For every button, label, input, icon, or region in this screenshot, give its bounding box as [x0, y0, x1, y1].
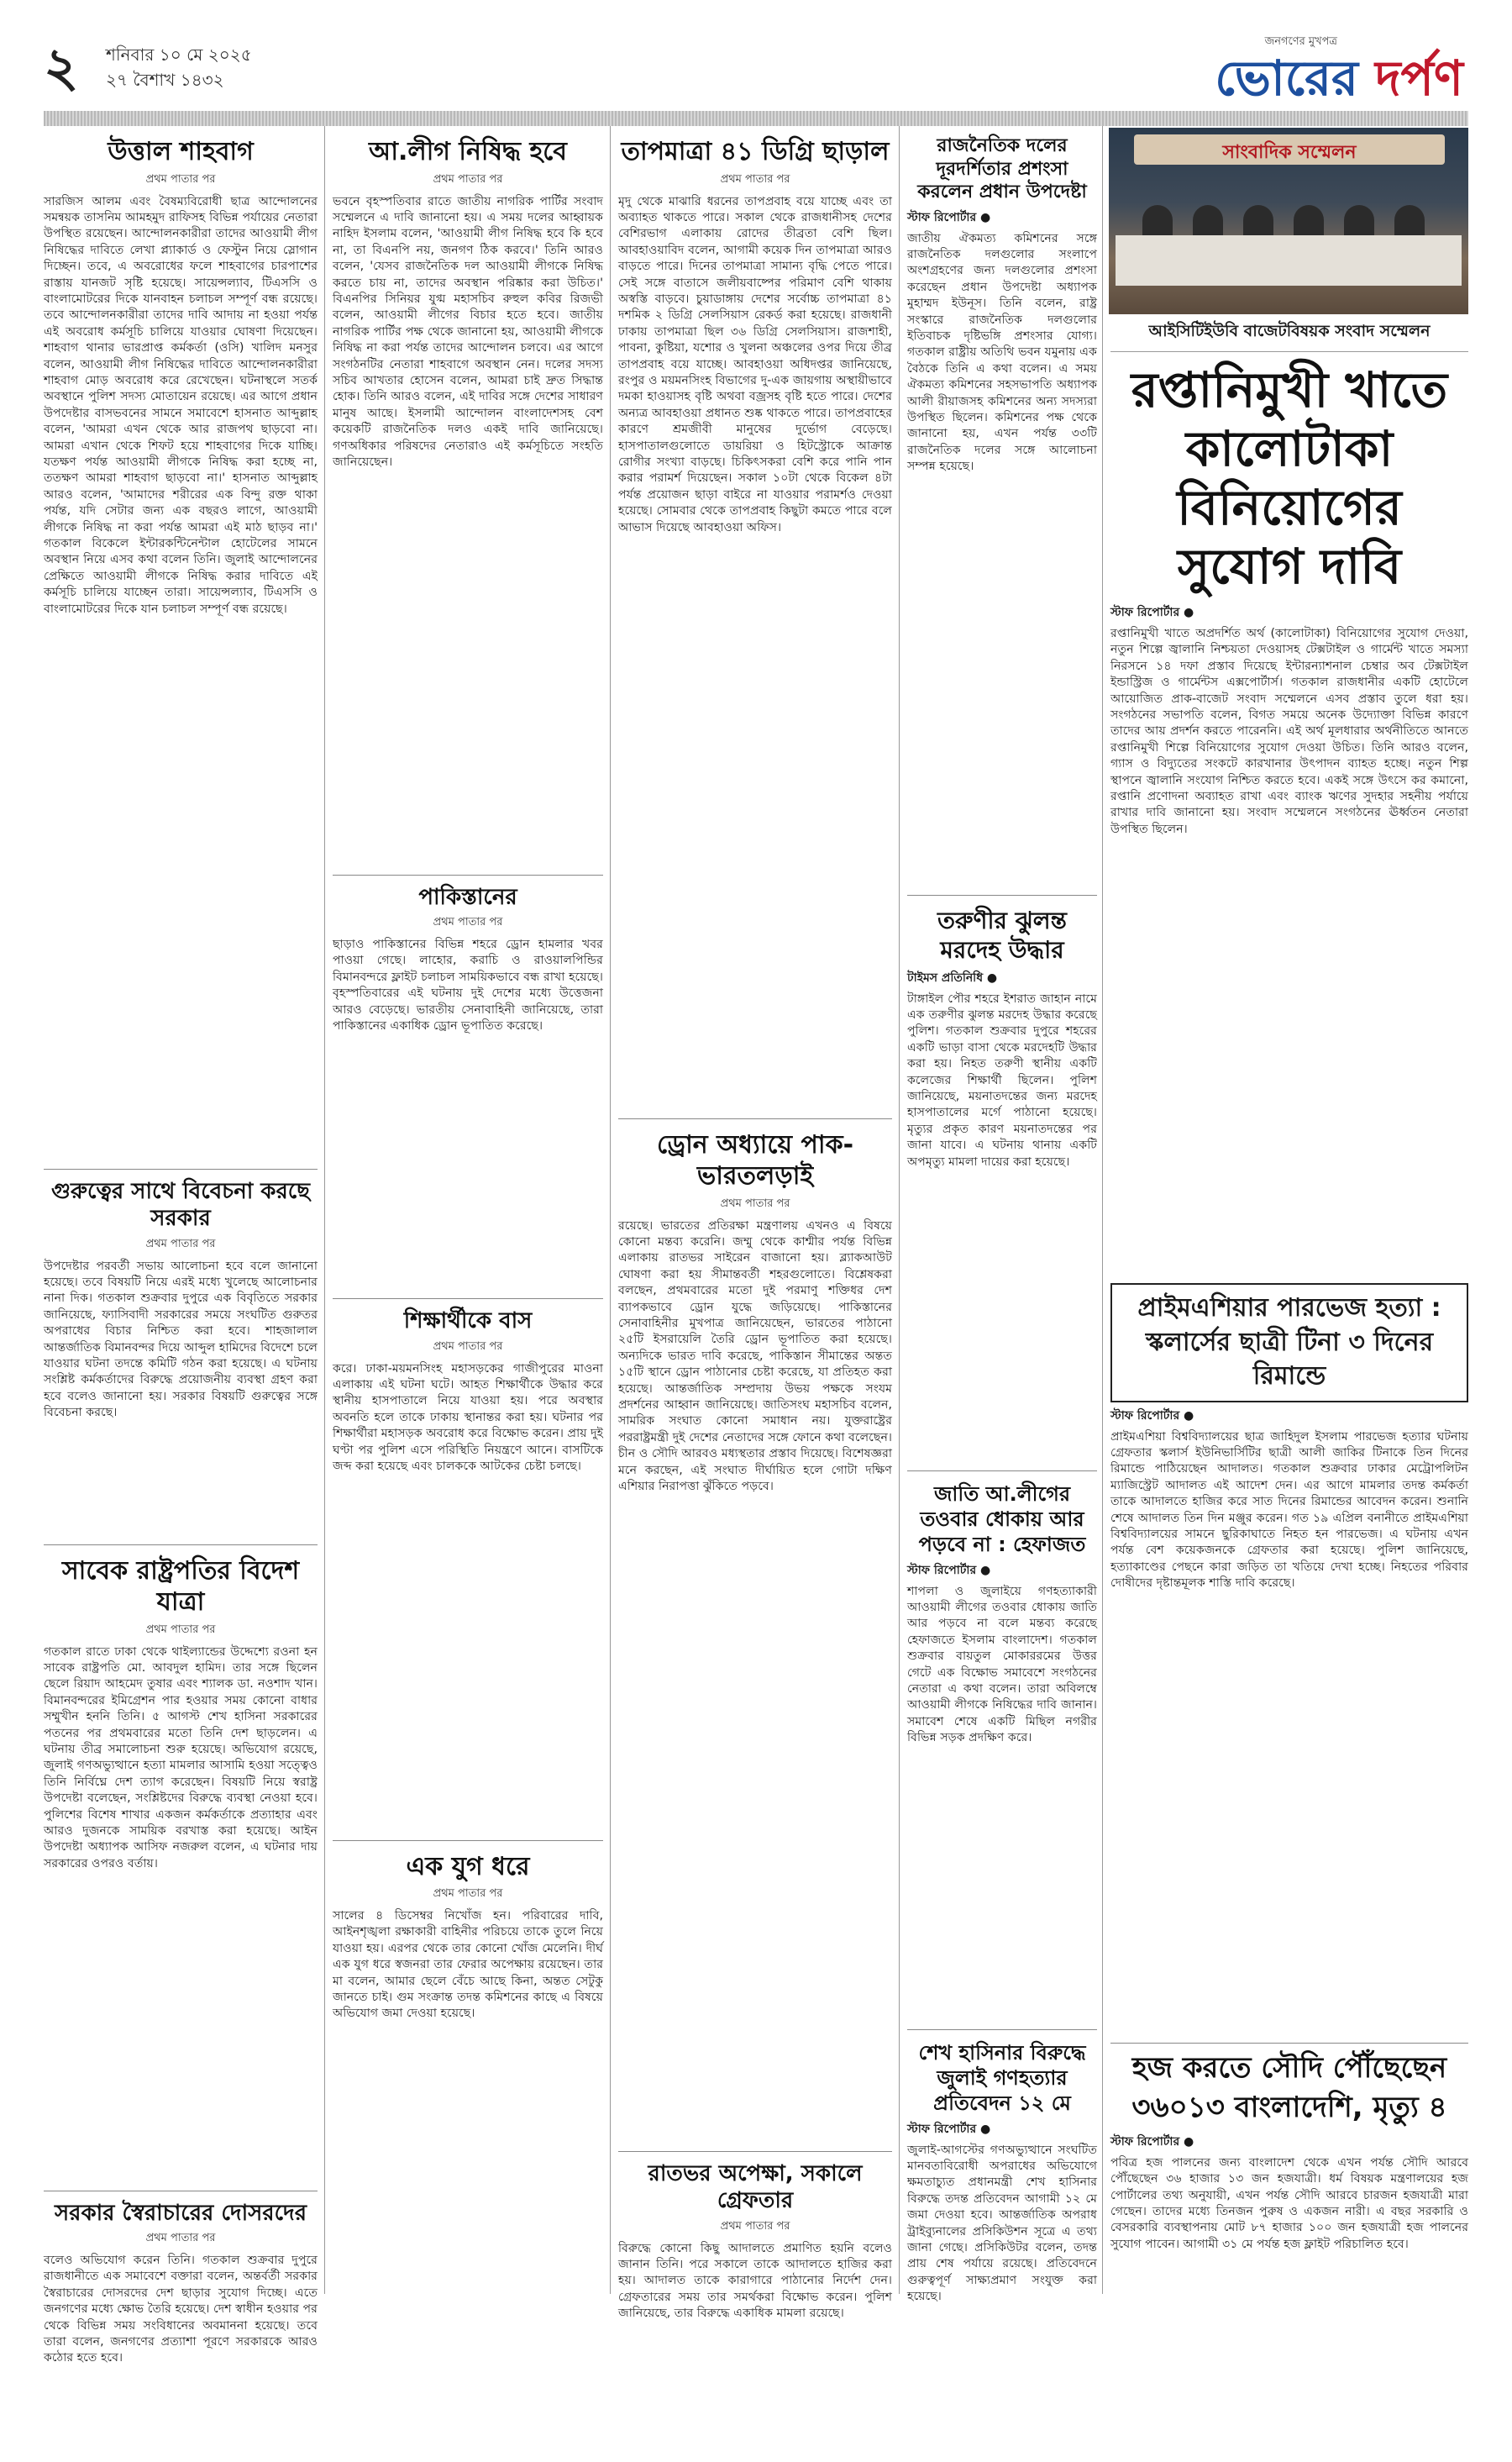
brand-name: ভোরের দর্পণ [1215, 50, 1463, 107]
article-title[interactable]: আ.লীগ নিষিদ্ধ হবে [368, 137, 567, 166]
article-title[interactable]: সাবেক রাষ্ট্রপতির বিদেশ যাত্রা [61, 1555, 300, 1617]
article-title[interactable]: শেখ হাসিনার বিরুদ্ধে জুলাই গণহত্যার প্রতিবেদন ১২ মে [918, 2040, 1086, 2115]
page-number: ২ [44, 36, 79, 99]
article-title[interactable]: শিক্ষার্থীকে বাস [403, 1308, 533, 1334]
byline: টাইমস প্রতিনিধি ● [907, 971, 998, 985]
article-title[interactable]: উত্তাল শাহবাগ [108, 137, 254, 166]
column-2 [333, 126, 603, 2294]
article-title[interactable]: ড্রোন অধ্যায়ে পাক-ভারতলড়াই [656, 1129, 854, 1191]
article-body: টাঙ্গাইল পৌর শহরে ইশরাত জাহান নামে এক তরুণীর ঝুলন্ত মরদেহ উদ্ধার করেছে পুলিশ। গতকাল শুক্রবার দুপুরে শহরের একটি ভাড়া বাসা থেকে মরদেহটি উদ্ধার করা হয়। নিহত তরুণী স্থানীয় একটি কলেজের শিক্ষার্থী ছিলেন। পুলিশ জানিয়েছে, ময়নাতদন্তের জন্য মরদেহ হাসপাতালের মর্গে পাঠানো হয়েছে। মৃত্যুর প্রকৃত কারণ ময়নাতদন্তের পর জানা যাবে। এ ঘটনায় থানায় একটি অপমৃত্যু মামলা দায়ের করা হয়েছে। [907, 992, 1097, 1169]
article-body: বলেও অভিযোগ করেন তিনি। গতকাল শুক্রবার দুপুরে রাজধানীতে এক সমাবেশে বক্তারা বলেন, অন্তর্বর্তী সরকার স্বৈরাচারের দোসরদের দেশ ছাড়ার সুযোগ দিচ্ছে। এতে জনগণের মধ্যে ক্ষোভ তৈরি হয়েছে। দেশ স্বাধীন হওয়ার পর থেকে বিভিন্ন সময় সংবিধানের অবমাননা হয়েছে। তবে তারা বলেন, জনগণের প্রত্যাশা পূরণে সরকারকে আরও কঠোর হতে হবে। [44, 2254, 318, 2365]
article-title[interactable]: পাকিস্তানের [418, 884, 517, 910]
date-block [106, 42, 252, 92]
article-divider [907, 1470, 1097, 1471]
article-title[interactable]: এক যুগ ধরে [406, 1851, 530, 1881]
masthead-rule [44, 111, 1468, 126]
article-title[interactable]: গুরুত্বের সাথে বিবেচনা করছে সরকার [50, 1178, 311, 1231]
byline: স্টাফ রিপোর্টার ● [1110, 606, 1194, 619]
article-title[interactable]: সরকার স্বৈরাচারের দোসরদের [54, 2200, 307, 2226]
article-divider [907, 2029, 1097, 2030]
article-body: শাপলা ও জুলাইয়ে গণহত্যাকারী আওয়ামী লীগের তওবার ধোকায় জাতি আর পড়বে না বলে মন্তব্য করেছে হেফাজতে ইসলাম বাংলাদেশ। গতকাল শুক্রবার বায়তুল মোকাররমের উত্তর গেটে এক বিক্ষোভ সমাবেশে সংগঠনের নেতারা এ কথা বলেন। তারা অবিলম্বে আওয়ামী লীগকে নিষিদ্ধের দাবি জানান। সমাবেশ শেষে একটি মিছিল নগরীর বিভিন্ন সড়ক প্রদক্ষিণ করে। [907, 1584, 1097, 1745]
lead-headline[interactable]: রপ্তানিমুখী খাতে কালোটাকা বিনিয়োগের সুযোগ দাবি [1131, 361, 1448, 595]
article-body: পবিত্র হজ পালনের জন্য বাংলাদেশ থেকে এখন পর্যন্ত সৌদি আরবে পৌঁছেছেন ৩৬ হাজার ১৩ জন হজযাত্রী। ধর্ম বিষয়ক মন্ত্রণালয়ের হজ পোর্টালের তথ্য অনুযায়ী, এখন পর্যন্ত সৌদি আরবে চারজন হজযাত্রী মারা গেছেন। তাদের মধ্যে তিনজন পুরুষ ও একজন নারী। এ বছর সরকারি ও বেসরকারি ব্যবস্থাপনায় মোট ৮৭ হাজার ১০০ জন হজযাত্রী হজ পালনের সুযোগ পাবেন। আগামী ৩১ মে পর্যন্ত হজ ফ্লাইট পরিচালিত হবে। [1110, 2155, 1468, 2251]
column-divider [1102, 126, 1103, 2294]
photo-banner-text: সাংবাদিক সম্মেলন [1222, 142, 1357, 163]
continuation-label: প্রথম পাতার পর [720, 172, 790, 186]
article-divider [333, 875, 603, 876]
article-divider [44, 1169, 318, 1170]
article-body: রপ্তানিমুখী খাতে অপ্রদর্শিত অর্থ (কালোটাকা) বিনিয়োগের সুযোগ দেওয়া, নতুন শিল্পে জ্বালানি নিশ্চয়তা দেওয়াসহ টেক্সটাইল ও গার্মেন্ট খাতে সমস্যা নিরসনে ১৪ দফা প্রস্তাব দিয়েছে ইন্টারন্যাশনাল চেম্বার অব টেক্সটাইল ইন্ডাস্ট্রিজ ও গার্মেন্টস এক্সপোর্টার্স। গতকাল রাজধানীর একটি হোটেলে আয়োজিত প্রাক-বাজেট সংবাদ সম্মেলনে এসব প্রস্তাব তুলে ধরা হয়। সংগঠনের সভাপতি বলেন, বিগত সময়ে অনেক উদ্যোক্তা বিভিন্ন কারণে তাদের আয় প্রদর্শন করতে পারেননি। এই অর্থ মূলধারার অর্থনীতিতে আনতে রপ্তানিমুখী শিল্পে বিনিয়োগের সুযোগ দেওয়া উচিত। তিনি আরও বলেন, গ্যাস ও বিদ্যুতের সংকটে কারখানার উৎপাদন ব্যাহত হচ্ছে। নতুন শিল্প স্থাপনে জ্বালানি সংযোগ নিশ্চিত করতে হবে। একই সঙ্গে উৎসে কর কমানো, রপ্তানি প্রণোদনা অব্যাহত রাখা এবং ব্যাংক ঋণের সুদহার সহনীয় পর্যায়ে রাখার দাবি জানানো হয়। সংবাদ সম্মেলনে সংগঠনের ঊর্ধ্বতন নেতারা উপস্থিত ছিলেন। [1110, 627, 1468, 836]
article-title[interactable]: রাজনৈতিক দলের দূরদর্শিতার প্রশংসা করলেন প্রধান উপদেষ্টা [917, 135, 1087, 203]
date-gregorian: শনিবার ১০ মে ২০২৫ [106, 45, 252, 65]
article-body: সারজিস আলম এবং বৈষম্যবিরোধী ছাত্র আন্দোলনের সমন্বয়ক তাসনিম আমহমুদ রাফিসহ বিভিন্ন পর্যায়ের নেতারা উপস্থিত রয়েছেন। আন্দোলনকারীরা তাদের আওয়ামী লীগ নিষিদ্ধের দাবিতে লেখা প্ল্যাকার্ড ও ফেস্টুন নিয়ে স্লোগান দিচ্ছেন। তবে, এ অবরোধের ফলে শাহবাগের চারপাশের রাস্তায় যানজট সৃষ্টি হয়েছে। সায়েন্সল্যাব, টিএসসি ও বাংলামোটরের দিকে যানবাহন চলাচল সম্পূর্ণ বন্ধ রয়েছে। তবে আন্দোলনকারীরা তাদের দাবি আদায় না হওয়া পর্যন্ত এই অবরোধ কর্মসূচি চালিয়ে যাওয়ার ঘোষণা দিয়েছেন। শাহবাগ থানার ভারপ্রাপ্ত কর্মকর্তা (ওসি) খালিদ মনসুর বলেন, আওয়ামী লীগ নিষিদ্ধের দাবিতে আন্দোলনকারীরা শাহবাগ মোড় অবরোধ করে রেখেছেন। ঘটনাস্থলে সতর্ক অবস্থানে পুলিশ সদস্য মোতায়েন রয়েছে। এর আগে প্রধান উপদেষ্টার বাসভবনের সামনে সমাবেশে হাসনাত আব্দুল্লাহ বলেন, 'আমরা এখন থেকে আর রাজপথ ছাড়বো না। আমরা এখান থেকে শিফট হয়ে শাহবাগের দিকে যাচ্ছি। যতক্ষণ পর্যন্ত আওয়ামী লীগকে নিষিদ্ধ করা হচ্ছে না, ততক্ষণ আমরা শাহবাগ ছাড়বো না।' হাসনাত আব্দুল্লাহ আরও বলেন, 'আমাদের শরীরের এক বিন্দু রক্ত থাকা পর্যন্ত, যদি সেটার জন্য এক বছরও লাগে, আওয়ামী লীগকে নিষিদ্ধ না করা পর্যন্ত আমরা এই মাঠ ছাড়ব না।' গতকাল বিকেলে ইন্টারকন্টিনেন্টাল হোটেলের সামনে অবস্থান নিয়ে এসব কথা বলেন তিনি। জুলাই আন্দোলনের প্রেক্ষিতে আওয়ামী লীগকে নিষিদ্ধ করার দাবিতে এই কর্মসূচি চালিয়ে যাচ্ছেন তারা। সায়েন্সল্যাব, টিএসসি ও বাংলামোটরের দিকে যান চলাচল সম্পূর্ণ বন্ধ রয়েছে। [44, 194, 318, 616]
article-divider [44, 1544, 318, 1545]
continuation-label: প্রথম পাতার পর [433, 1887, 503, 1900]
column-divider [324, 126, 325, 2294]
article-divider [907, 895, 1097, 896]
article-body: ভবনে বৃহস্পতিবার রাতে জাতীয় নাগরিক পার্টির সংবাদ সম্মেলনে এ দাবি জানানো হয়। এ সময় দলের আহ্বায়ক নাহিদ ইসলাম বলেন, 'আওয়ামী লীগ নিষিদ্ধ হবে কি হবে না, তা বিএনপি নয়, জনগণ ঠিক করবে।' তিনি আরও বলেন, 'যেসব রাজনৈতিক দল আওয়ামী লীগকে নিষিদ্ধ করতে চায় না, তাদের অবস্থান পরিষ্কার করা উচিত।' বিএনপির সিনিয়র যুগ্ম মহাসচিব রুহুল কবির রিজভী বলেন, আওয়ামী লীগের বিচার হতে হবে। জাতীয় নাগরিক পার্টির পক্ষ থেকে জানানো হয়, আওয়ামী লীগকে নিষিদ্ধ না করা পর্যন্ত তাদের আন্দোলন চলবে। এর আগে সংগঠনটির নেতারা শাহবাগে অবস্থান নেন। দলের সদস্য সচিব আখতার হোসেন বলেন, আমরা চাই দ্রুত সিদ্ধান্ত হোক। তিনি আরও বলেন, এই দাবির সঙ্গে দেশের সাধারণ মানুষ আছে। ইসলামী আন্দোলন বাংলাদেশসহ বেশ কয়েকটি রাজনৈতিক দলও একই দাবি জানিয়েছে। গণঅধিকার পরিষদের নেতারাও এই কর্মসূচিতে সংহতি জানিয়েছেন। [333, 194, 603, 469]
article-body: রয়েছে। ভারতের প্রতিরক্ষা মন্ত্রণালয় এখনও এ বিষয়ে কোনো মন্তব্য করেনি। জম্মু থেকে কাশ্মীর পর্যন্ত বিভিন্ন এলাকায় রাতভর সাইরেন বাজানো হয়। ব্ল্যাকআউট ঘোষণা করা হয় সীমান্তবর্তী শহরগুলোতে। বিশ্লেষকরা বলছেন, প্রথমবারের মতো দুই পরমাণু শক্তিধর দেশ ব্যাপকভাবে ড্রোন যুদ্ধে জড়িয়েছে। পাকিস্তানের সেনাবাহিনীর মুখপাত্র জানিয়েছেন, ভারতের পাঠানো ২৫টি ইসরায়েলি তৈরি ড্রোন ভূপাতিত করা হয়েছে। অন্যদিকে ভারত দাবি করেছে, পাকিস্তান সীমান্তের অন্তত ১৫টি স্থানে ড্রোন পাঠানোর চেষ্টা করেছে, যা প্রতিহত করা হয়েছে। আন্তর্জাতিক সম্প্রদায় উভয় পক্ষকে সংযম প্রদর্শনের আহ্বান জানিয়েছে। জাতিসংঘ মহাসচিব বলেন, সামরিক সংঘাত কোনো সমাধান নয়। যুক্তরাষ্ট্রের পররাষ্ট্রমন্ত্রী দুই দেশের নেতাদের সঙ্গে ফোনে কথা বলেছেন। চীন ও সৌদি আরবও মধ্যস্থতার প্রস্তাব দিয়েছে। বিশেষজ্ঞরা মনে করছেন, এই সংঘাত দীর্ঘায়িত হলে গোটা দক্ষিণ এশিয়ার নিরাপত্তা ঝুঁকিতে পড়বে। [618, 1218, 892, 1493]
article-body: করে। ঢাকা-ময়মনসিংহ মহাসড়কের গাজীপুরের মাওনা এলাকায় এই ঘটনা ঘটে। আহত শিক্ষার্থীকে উদ্ধার করে স্থানীয় হাসপাতালে নিয়ে যাওয়া হয়। পরে অবস্থার অবনতি হলে তাকে ঢাকায় স্থানান্তর করা হয়। ঘটনার পর শিক্ষার্থীরা মহাসড়ক অবরোধ করে বিক্ষোভ করেন। প্রায় দুই ঘণ্টা পর পুলিশ এসে পরিস্থিতি নিয়ন্ত্রণে আনে। বাসটিকে জব্দ করা হয়েছে এবং চালককে আটকের চেষ্টা চলছে। [333, 1361, 603, 1473]
article-body: বিরুদ্ধে কোনো কিছু আদালতে প্রমাণিত হয়নি বলেও জানান তিনি। পরে সকালে তাকে আদালতে হাজির করা হয়। আদালত তাকে কারাগারে পাঠানোর নির্দেশ দেন। গ্রেফতারের সময় তার সমর্থকরা বিক্ষোভ করেন। পুলিশ জানিয়েছে, তার বিরুদ্ধে একাধিক মামলা রয়েছে। [618, 2241, 892, 2321]
article-divider [333, 1298, 603, 1299]
photo-banner [1134, 134, 1445, 165]
column-3 [618, 126, 892, 2321]
lead-kicker: আইসিটিইউবি বাজেটবিষয়ক সংবাদ সম্মেলন [1110, 319, 1468, 352]
article-body: ছাড়াও পাকিস্তানের বিভিন্ন শহরে ড্রোন হামলার খবর পাওয়া গেছে। লাহোর, করাচি ও রাওয়ালপিন্ডির বিমানবন্দরে ফ্লাইট চলাচল সাময়িকভাবে বন্ধ রাখা হয়েছে। বৃহস্পতিবারের এই ঘটনায় দুই দেশের মধ্যে উত্তেজনা আরও বেড়েছে। ভারতীয় সেনাবাহিনী জানিয়েছে, তারা পাকিস্তানের একাধিক ড্রোন ভূপাতিত করেছে। [333, 938, 603, 1034]
article-body: জাতীয় ঐকমত্য কমিশনের সঙ্গে রাজনৈতিক দলগুলোর সংলাপে অংশগ্রহণের জন্য দলগুলোর প্রশংসা করেছেন প্রধান উপদেষ্টা অধ্যাপক মুহাম্মদ ইউনূস। তিনি বলেন, রাষ্ট্র সংস্কারে রাজনৈতিক দলগুলোর ইতিবাচক দৃষ্টিভঙ্গি প্রশংসার যোগ্য। গতকাল রাষ্ট্রীয় অতিথি ভবন যমুনায় এক বৈঠকে তিনি এ কথা বলেন। এ সময় ঐকমত্য কমিশনের সহসভাপতি অধ্যাপক আলী রীয়াজসহ কমিশনের অন্য সদস্যরা উপস্থিত ছিলেন। কমিশনের পক্ষ থেকে জানানো হয়, এখন পর্যন্ত ৩৩টি রাজনৈতিক দলের সঙ্গে আলোচনা সম্পন্ন হয়েছে। [907, 231, 1097, 474]
column-5 [1110, 319, 1468, 2294]
column-divider [610, 126, 611, 2294]
press-conference-photo [1109, 128, 1468, 314]
continuation-label: প্রথম পাতার পর [720, 1197, 790, 1210]
article-body: গতকাল রাতে ঢাকা থেকে থাইল্যান্ডের উদ্দেশ্যে রওনা হন সাবেক রাষ্ট্রপতি মো. আবদুল হামিদ। তার সঙ্গে ছিলেন ছেলে রিয়াদ আহমেদ তুষার এবং শ্যালক ডা. নওশাদ খান। বিমানবন্দরের ইমিগ্রেশন পার হওয়ার সময় কোনো বাধার সম্মুখীন হননি তিনি। ৫ আগস্ট শেখ হাসিনা সরকারের পতনের পর প্রথমবারের মতো তিনি দেশ ছাড়লেন। এ ঘটনায় তীব্র সমালোচনা শুরু হয়েছে। অভিযোগ রয়েছে, জুলাই গণঅভ্যুত্থানে হত্যা মামলার আসামি হওয়া সত্ত্বেও তিনি নির্বিঘ্নে দেশ ত্যাগ করেছেন। বিষয়টি নিয়ে স্বরাষ্ট্র উপদেষ্টা বলেছেন, সংশ্লিষ্টদের বিরুদ্ধে ব্যবস্থা নেওয়া হবে। পুলিশের বিশেষ শাখার একজন কর্মকর্তাকে প্রত্যাহার এবং আরও দুজনকে সাময়িক বরখাস্ত করা হয়েছে। আইন উপদেষ্টা অধ্যাপক আসিফ নজরুল বলেন, এ ঘটনার দায় সরকারের ওপরও বর্তায়। [44, 1644, 318, 1870]
article-body: প্রাইমএশিয়া বিশ্ববিদ্যালয়ের ছাত্র জাহিদুল ইসলাম পারভেজ হত্যার ঘটনায় গ্রেফতার স্কলার্স ইউনিভার্সিটির ছাত্রী আলী জাকির টিনাকে তিন দিনের রিমান্ডে পাঠিয়েছেন আদালত। গতকাল শুক্রবার ঢাকার মেট্রোপলিটন ম্যাজিস্ট্রেট আদালত এই আদেশ দেন। এর আগে মামলার তদন্ত কর্মকর্তা তাকে আদালতে হাজির করে সাত দিনের রিমান্ডের আবেদন করেন। শুনানি শেষে আদালত তিন দিন মঞ্জুর করেন। গত ১৯ এপ্রিল বনানীতে প্রাইমএশিয়া বিশ্ববিদ্যালয়ের সামনে ছুরিকাঘাতে নিহত হন পারভেজ। এ ঘটনায় এখন পর্যন্ত বেশ কয়েকজনকে গ্রেফতার করা হয়েছে। পুলিশ জানিয়েছে, হত্যাকাণ্ডের পেছনে কারা জড়িত তা খতিয়ে দেখা হচ্ছে। নিহতের পরিবার দোষীদের দৃষ্টান্তমূলক শাস্তি দাবি করেছে। [1110, 1429, 1468, 1591]
article-divider [333, 1840, 603, 1841]
masthead [44, 24, 1468, 118]
byline: স্টাফ রিপোর্টার ● [1110, 1408, 1194, 1423]
continuation-label: প্রথম পাতার পর [433, 172, 503, 186]
conference-table [1116, 235, 1462, 286]
brand-tagline: জনগণের মুখপত্র [1264, 35, 1337, 48]
article-title[interactable]: জাতি আ.লীগের তওবার ধোকায় আর পড়বে না : হেফাজত [918, 1481, 1086, 1556]
article-divider [1110, 2043, 1468, 2044]
continuation-label: প্রথম পাতার পর [145, 1623, 216, 1636]
newspaper-logo [1215, 34, 1463, 105]
byline: স্টাফ রিপোর্টার ● [907, 2122, 991, 2136]
column-1 [44, 126, 318, 2365]
article-body: মৃদু থেকে মাঝারি ধরনের তাপপ্রবাহ বয়ে যাচ্ছে এবং তা অব্যাহত থাকতে পারে। সকাল থেকে রাজধানীসহ দেশের বেশিরভাগ এলাকায় রোদের তীব্রতা বেশি ছিল। আবহাওয়াবিদ বলেন, আগামী কয়েক দিন তাপমাত্রা আরও বাড়তে পারে। দিনের তাপমাত্রা সামান্য বৃদ্ধি পেতে পারে। সেই সঙ্গে বাতাসে জলীয়বাষ্পের পরিমাণ বেশি থাকায় অস্বস্তি বাড়বে। চুয়াডাঙ্গায় দেশের সর্বোচ্চ তাপমাত্রা ৪১ দশমিক ২ ডিগ্রি সেলসিয়াস রেকর্ড করা হয়েছে। রাজধানী ঢাকায় তাপমাত্রা ছিল ৩৬ ডিগ্রি সেলসিয়াস। রাজশাহী, পাবনা, কুষ্টিয়া, যশোর ও খুলনা অঞ্চলের ওপর দিয়ে তীব্র তাপপ্রবাহ বয়ে যাচ্ছে। আবহাওয়া অধিদপ্তর জানিয়েছে, রংপুর ও ময়মনসিংহ বিভাগের দু-এক জায়গায় অস্থায়ীভাবে দমকা হাওয়াসহ বৃষ্টি অথবা বজ্রসহ বৃষ্টি হতে পারে। দেশের অন্যত্র আবহাওয়া প্রধানত শুষ্ক থাকতে পারে। তাপপ্রবাহের কারণে শ্রমজীবী মানুষের দুর্ভোগ বেড়েছে। হাসপাতালগুলোতে ডায়রিয়া ও হিটস্ট্রোকে আক্রান্ত রোগীর সংখ্যা বাড়ছে। চিকিৎসকরা বেশি করে পানি পান করার পরামর্শ দিয়েছেন। সকাল ১০টা থেকে বিকেল ৪টা পর্যন্ত প্রয়োজন ছাড়া বাইরে না যাওয়ার পরামর্শও দেওয়া হয়েছে। সোমবার থেকে তাপপ্রবাহ কিছুটা কমতে পারে বলে আভাস দিয়েছে আবহাওয়া অফিস। [618, 194, 892, 534]
article-title[interactable]: তরুণীর ঝুলন্ত মরদেহ উদ্ধার [937, 906, 1067, 964]
boxed-headline [1110, 1283, 1468, 1402]
date-bengali: ২৭ বৈশাখ ১৪৩২ [106, 70, 224, 90]
article-divider [618, 2151, 892, 2152]
continuation-label: প্রথম পাতার পর [145, 1237, 216, 1250]
byline: স্টাফ রিপোর্টার ● [907, 210, 991, 224]
byline: স্টাফ রিপোর্টার ● [907, 1563, 991, 1577]
continuation-label: প্রথম পাতার পর [145, 172, 216, 186]
continuation-label: প্রথম পাতার পর [433, 916, 503, 929]
column-divider [899, 126, 900, 2294]
article-body: উপদেষ্টার পরবর্তী সভায় আলোচনা হবে বলে জানানো হয়েছে। তবে বিষয়টি নিয়ে এরই মধ্যে খুলেছে আলোচনার নানা দিক। গতকাল শুক্রবার দুপুরে এক বিবৃতিতে সরকার জানিয়েছে, ফ্যাসিবাদী সরকারের সময়ে সংঘটিত গুরুতর অপরাধের বিচার নিশ্চিত করা হবে। শাহজালাল আন্তর্জাতিক বিমানবন্দর দিয়ে আব্দুল হামিদের বিদেশে চলে যাওয়ার ঘটনা তদন্তে কমিটি গঠন করা হয়েছে। এ ঘটনায় সংশ্লিষ্ট কর্মকর্তাদের বিরুদ্ধে প্রয়োজনীয় ব্যবস্থা গ্রহণ করা হবে বলেও জানানো হয়। সরকার বিষয়টি গুরুত্বের সঙ্গে বিবেচনা করছে। [44, 1259, 318, 1420]
article-divider [618, 1118, 892, 1119]
continuation-label: প্রথম পাতার পর [433, 1339, 503, 1353]
continuation-label: প্রথম পাতার পর [145, 2232, 216, 2244]
article-title[interactable]: তাপমাত্রা ৪১ ডিগ্রি ছাড়াল [621, 137, 890, 166]
article-title[interactable]: হজ করতে সৌদি পৌঁছেছেন ৩৬০১৩ বাংলাদেশি, মৃত্যু ৪ [1131, 2050, 1447, 2125]
byline: স্টাফ রিপোর্টার ● [1110, 2134, 1194, 2149]
continuation-label: প্রথম পাতার পর [720, 2219, 790, 2233]
article-body: জুলাই-আগস্টের গণঅভ্যুত্থানে সংঘটিত মানবতাবিরোধী অপরাধের অভিযোগে ক্ষমতাচ্যুত প্রধানমন্ত্রী শেখ হাসিনার বিরুদ্ধে তদন্ত প্রতিবেদন আগামী ১২ মে জমা দেওয়া হবে। আন্তর্জাতিক অপরাধ ট্রাইব্যুনালের প্রসিকিউশন সূত্রে এ তথ্য জানা গেছে। প্রসিকিউটর বলেন, তদন্ত প্রায় শেষ পর্যায়ে রয়েছে। প্রতিবেদনে গুরুত্বপূর্ণ সাক্ষ্যপ্রমাণ সংযুক্ত করা হয়েছে। [907, 2143, 1097, 2304]
article-title[interactable]: প্রাইমএশিয়ার পারভেজ হত্যা : স্কলার্সের ছাত্রী টিনা ৩ দিনের রিমান্ডে [1137, 1293, 1441, 1391]
article-title[interactable]: রাতভর অপেক্ষা, সকালে গ্রেফতার [648, 2160, 863, 2213]
article-body: সালের ৪ ডিসেম্বর নিখোঁজ হন। পরিবারের দাবি, আইনশৃঙ্খলা রক্ষাকারী বাহিনীর পরিচয়ে তাকে তুলে নিয়ে যাওয়া হয়। এরপর থেকে তার কোনো খোঁজ মেলেনি। দীর্ঘ এক যুগ ধরে স্বজনরা তার ফেরার অপেক্ষায় রয়েছেন। তার মা বলেন, আমার ছেলে বেঁচে আছে কিনা, অন্তত সেটুকু জানতে চাই। গুম সংক্রান্ত তদন্ত কমিশনের কাছে এ বিষয়ে অভিযোগ জমা দেওয়া হয়েছে। [333, 1909, 603, 2021]
column-4 [907, 126, 1097, 2304]
